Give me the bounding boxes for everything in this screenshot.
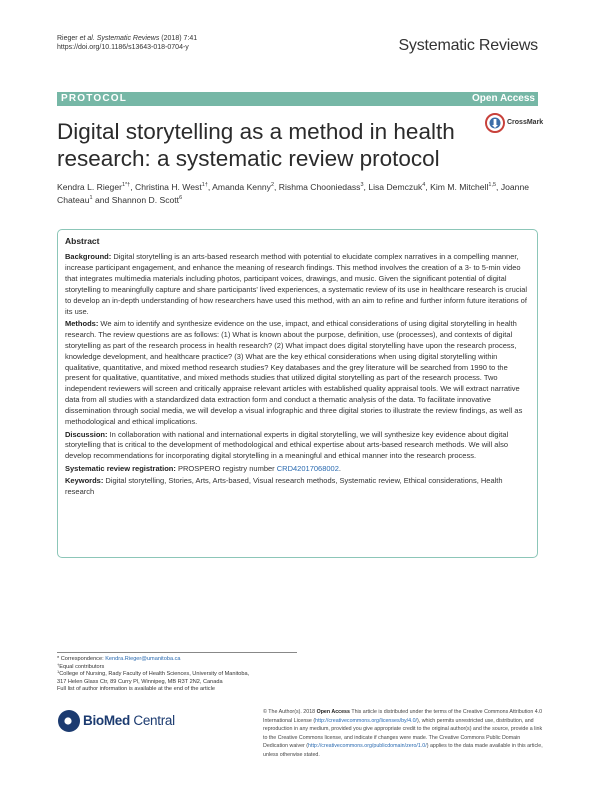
correspondence-email[interactable]: Kendra.Rieger@umanitoba.ca bbox=[105, 656, 181, 662]
publisher-name: BioMed Central bbox=[83, 713, 175, 728]
abstract-keywords: Keywords: Digital storytelling, Stories, Arts, Arts-based, Visual research methods, Systematic review, Ethical considerations, Health research bbox=[65, 476, 503, 497]
affiliation: $^1$College of Nursing, Rady Faculty of Health Sciences, University of Manitoba, bbox=[57, 669, 250, 678]
author-list bbox=[57, 181, 542, 207]
article-type: PROTOCOL bbox=[61, 93, 128, 104]
crossmark-label: CrossMark bbox=[507, 119, 544, 126]
full-author-list-note: Full list of author information is available at the end of the article bbox=[57, 686, 215, 693]
abstract-heading: Abstract bbox=[65, 236, 100, 246]
affiliation-address: 317 Helen Glass Ctr, 89 Curry Pl, Winnipeg, MB R3T 2N2, Canada bbox=[57, 678, 223, 685]
citation-year: (2018) 7:41 bbox=[159, 35, 198, 42]
correspondence: * Correspondence: Kendra.Rieger@umanitoba.ca bbox=[57, 656, 181, 662]
author: Rishma Chooniedass$^3$, bbox=[278, 182, 369, 192]
prospero-link[interactable]: CRD42017068002 bbox=[276, 463, 339, 473]
abstract-methods: Methods: We aim to identify and synthesize evidence on the use, impact, and ethical considerations of using digital storytelling in health research. The review questions are as follows: (1) What is known about the purpose, definition, use (processes), and contexts of digital storytelling as part of the research process in health research? (2) What impact does digital storytelling have upon the research process, knowledge development, and healthcare practice? (3) What are the key ethical considerations when using digital storytelling within qualitative, quantitative, and mixed method research studies? Key databases and the grey literature will be searched from 1990 to the present for qualitative, quantitative, and mixed methods studies that utilized digital storytelling as part of the research process. Two independent reviewers will screen and critically appraise relevant articles with established quality appraisal tools. We will extract narrative data from all studies with a standardized data extraction form and conduct a thematic analysis of the data. To facilitate innovative dissemination through social media, we will develop a visual infographic and three digital stories to illustrate the review findings, as well as methodological and ethical implications. bbox=[65, 318, 523, 427]
citation-etal: et al. bbox=[79, 35, 95, 42]
author: Shannon D. Scott$^6$ bbox=[111, 195, 183, 205]
open-access-label: Open Access bbox=[472, 93, 535, 104]
journal-name: Systematic Reviews bbox=[398, 37, 538, 54]
author: Kendra L. Rieger$^{1*\dagger}$, bbox=[57, 182, 136, 192]
citation-authors: Rieger bbox=[57, 35, 78, 42]
article-type-banner bbox=[57, 92, 538, 106]
license-url[interactable]: http://creativecommons.org/licenses/by/4.0/ bbox=[315, 717, 417, 724]
author: Joanne Chateau$^1$ and bbox=[57, 182, 530, 205]
abstract-background: Background: Digital storytelling is an arts-based research method with potential to elucidate complex narratives in a compelling manner, increase participant engagement, and enhance the meaning of research findings. This method involves the creation of a 3- to 5-min video that integrates multimedia materials including photos, participant voices, drawings, and music. Given the significant potential of digital storytelling to meaningfully capture and share participants' lived experiences, a systematic review of its use in healthcare research is crucial to develop an in-depth understanding of how researchers have used this method, with an aim to refine and further inform future iterations of its use. bbox=[65, 252, 528, 316]
abstract-registration: Systematic review registration: PROSPERO registry number CRD42017068002. bbox=[65, 463, 341, 473]
citation-header bbox=[57, 34, 197, 52]
biomed-central-logo-icon bbox=[57, 709, 81, 733]
abstract-box bbox=[57, 229, 538, 558]
public-domain-url[interactable]: http://creativecommons.org/publicdomain/zero/1.0/ bbox=[308, 743, 427, 749]
equal-contributors: †Equal contributors bbox=[57, 661, 105, 670]
publisher-logo bbox=[57, 708, 187, 738]
license-text: © The Author(s). 2018 Open Access This article is distributed under the terms of the Creative Commons Attribution 4.0 International License (http://creativecommons.org/licenses/by/4.0/), which permits unrestricted use, distribution, and reproduction in any medium, provided you give appropriate credit to the original author(s) and the source, provide a link to the Creative Commons license, and indicate if changes were made. The Creative Commons Public Domain Dedication waiver (http://creativecommons.org/publicdomain/zero/1.0/) applies to the data made available in this article, unless otherwise stated. bbox=[263, 709, 543, 758]
citation-line bbox=[57, 34, 197, 43]
article-title: Digital storytelling as a method in health research: a systematic review protocol bbox=[57, 119, 455, 171]
crossmark-icon bbox=[485, 113, 505, 133]
abstract-discussion: Discussion: In collaboration with national and international experts in digital storytelling, we will synthesize key evidence about digital storytelling that is critical to the development of methodological and ethical expertise about arts-based research methods. We will also develop recommendations for incorporating digital storytelling in a meaningful and ethical manner into the research process. bbox=[65, 429, 509, 461]
author: Kim M. Mitchell$^{1,5}$, bbox=[430, 182, 501, 192]
author: Christina H. West$^{1\dagger}$, bbox=[135, 182, 213, 192]
footnotes bbox=[57, 652, 297, 694]
author: Amanda Kenny$^2$, bbox=[212, 182, 279, 192]
doi-link[interactable]: https://doi.org/10.1186/s13643-018-0704-y bbox=[57, 44, 189, 51]
citation-journal: Systematic Reviews bbox=[96, 35, 160, 42]
author: Lisa Demczuk$^4$, bbox=[368, 182, 431, 192]
crossmark-badge[interactable] bbox=[485, 113, 545, 133]
